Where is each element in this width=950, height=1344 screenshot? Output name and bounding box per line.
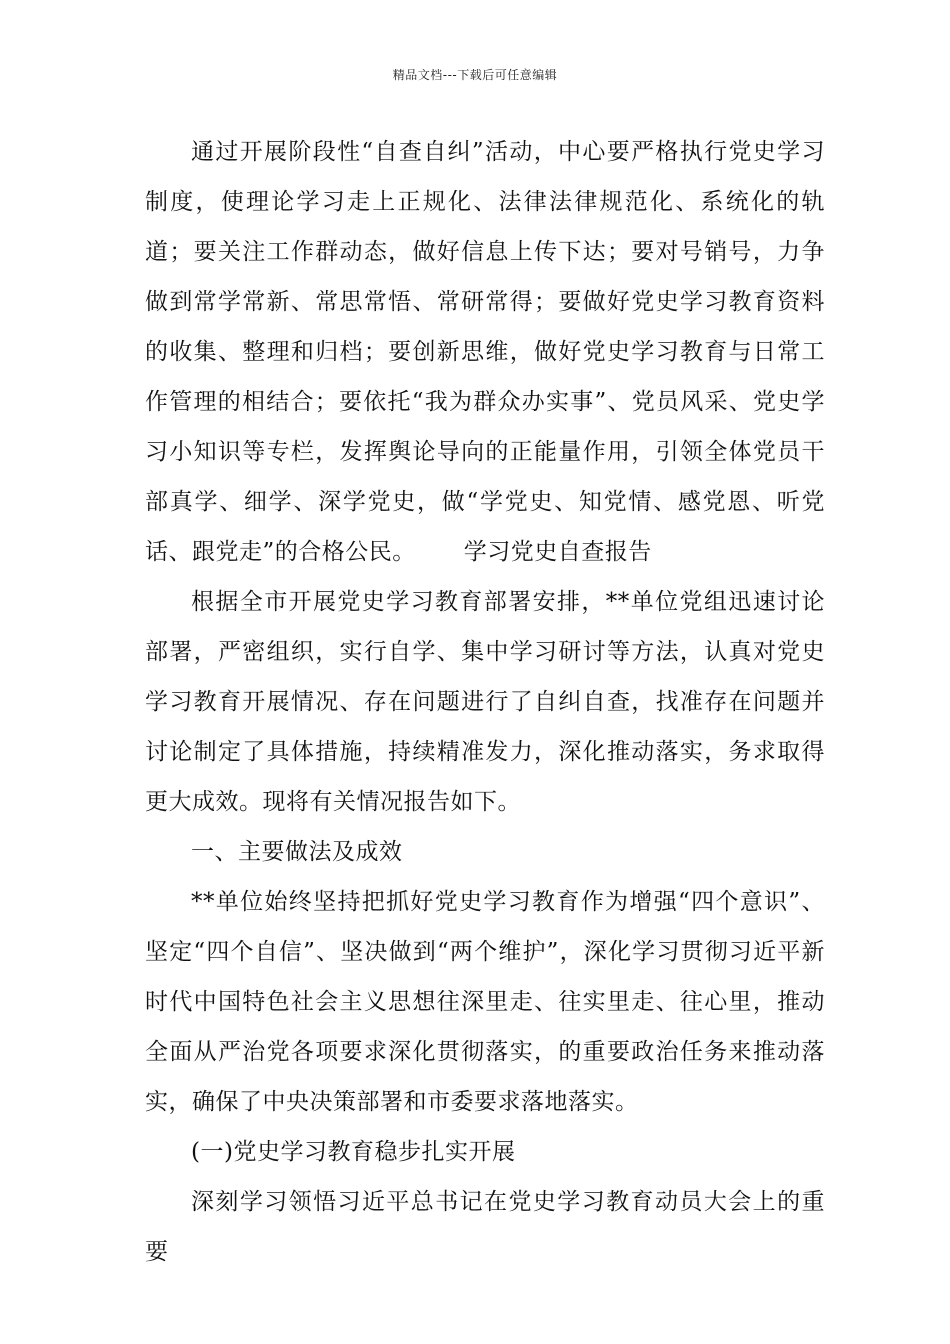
paragraph-main-practices: **单位始终坚持把抓好党史学习教育作为增强“四个意识”、坚定“四个自信”、坚决做到“两个维护”，深化学习贯彻习近平新时代中国特色社会主义思想往深里走、往实里走、往心里，推动全面从严治党各项要求深化贯彻落实，的重要政治任务来推动落实，确保了中央决策部署和市委要求落地落实。 [145, 889, 825, 1115]
section-heading-main-practices: 一、主要做法及成效 [191, 839, 403, 865]
subsection-heading-steady-progress: (一)党史学习教育稳步扎实开展 [191, 1139, 516, 1165]
document-body [145, 127, 825, 1277]
paragraph-text: 通过开展阶段性“自查自纠”活动，中心要严格执行党史学习制度，使理论学习走上正规化、法律法律规范化、系统化的轨道；要关注工作群动态，做好信息上传下达；要对号销号，力争做到常学常新、常思常悟、常研常得；要做好党史学习教育资料的收集、整理和归档；要创新思维，做好党史学习教育与日常工作管理的相结合；要依托“我为群众办实事”、党员风采、党史学习小知识等专栏，发挥舆论导向的正能量作用，引领全体党员干部真学、细学、深学党史，做“学党史、知党情、感党恩、听党话、跟党走”的合格公民。 [145, 139, 825, 565]
paragraph-self-check-activity [145, 127, 825, 577]
paragraph-deployment: 根据全市开展党史学习教育部署安排，**单位党组迅速讨论部署，严密组织，实行自学、集中学习研讨等方法，认真对党史学习教育开展情况、存在问题进行了自纠自查，找准存在问题并讨论制定了具体措施，持续精准发力，深化推动落实，务求取得更大成效。现将有关情况报告如下。 [145, 589, 825, 815]
paragraph-study-speech: 深刻学习领悟习近平总书记在党史学习教育动员大会上的重要 [145, 1189, 825, 1265]
page-header: 精品文档---下载后可任意编辑 [392, 68, 558, 82]
document-title: 学习党史自查报告 [463, 539, 652, 565]
